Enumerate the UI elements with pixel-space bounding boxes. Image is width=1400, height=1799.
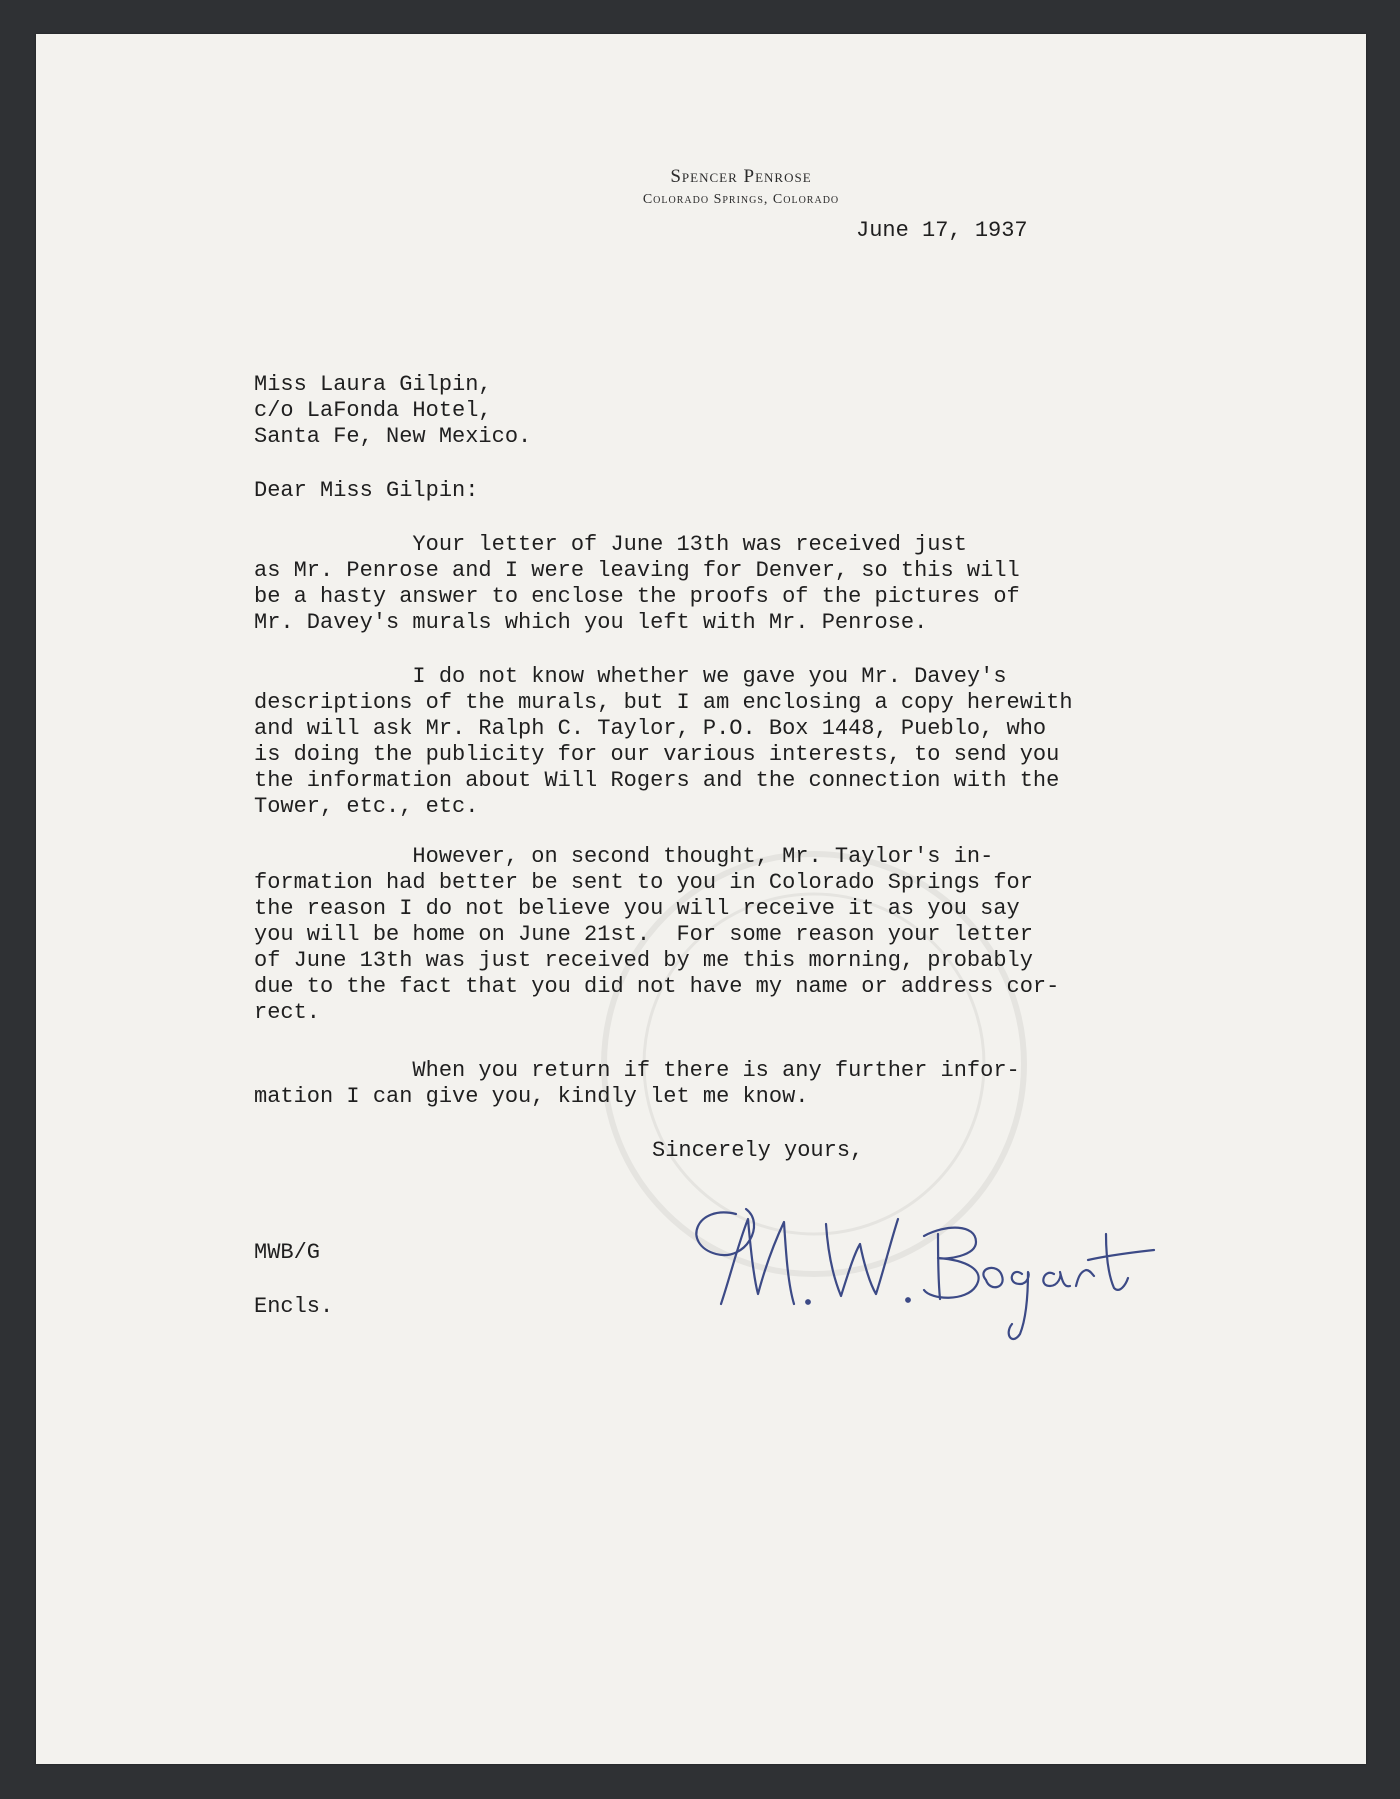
letterhead-place: Colorado Springs, Colorado xyxy=(642,192,840,207)
letterhead-name: Spencer Penrose xyxy=(670,166,812,187)
enclosures-note: Encls. xyxy=(254,1294,334,1319)
body-paragraph: Your letter of June 13th was received just as Mr. Penrose and I were leaving for Denver, so this will be a hasty answer to enclose the proofs of the pictures of Mr. Davey's murals which you left with Mr. Penrose. xyxy=(254,532,1020,635)
recipient-address xyxy=(254,372,531,450)
body-paragraph: However, on second thought, Mr. Taylor's in- formation had better be sent to you in Colorado Springs for the reason I do not believe you will receive it as you say you will be home on June 21st. For some reason your letter of June 13th was just received by me this morning, probably due to the fact that you did not have my name or address cor- rect. xyxy=(254,844,1060,1025)
letter-page xyxy=(36,34,1366,1764)
letter-date: June 17, 1937 xyxy=(856,218,1028,243)
handwritten-signature xyxy=(676,1184,1156,1354)
closing: Sincerely yours, xyxy=(652,1138,864,1163)
recipient-line: c/o LaFonda Hotel, xyxy=(254,398,492,423)
salutation: Dear Miss Gilpin: xyxy=(254,478,479,503)
recipient-line: Miss Laura Gilpin, xyxy=(254,372,492,397)
body-paragraph: I do not know whether we gave you Mr. Davey's descriptions of the murals, but I am enclosing a copy herewith and will ask Mr. Ralph C. Taylor, P.O. Box 1448, Pueblo, who is doing the publicity for our various interests, to send you the information about Will Rogers and the connection with the Tower, etc., etc. xyxy=(254,664,1073,819)
recipient-line: Santa Fe, New Mexico. xyxy=(254,424,532,449)
body-paragraph: When you return if there is any further infor- mation I can give you, kindly let me know. xyxy=(254,1058,1020,1109)
typist-initials: MWB/G xyxy=(254,1240,321,1265)
